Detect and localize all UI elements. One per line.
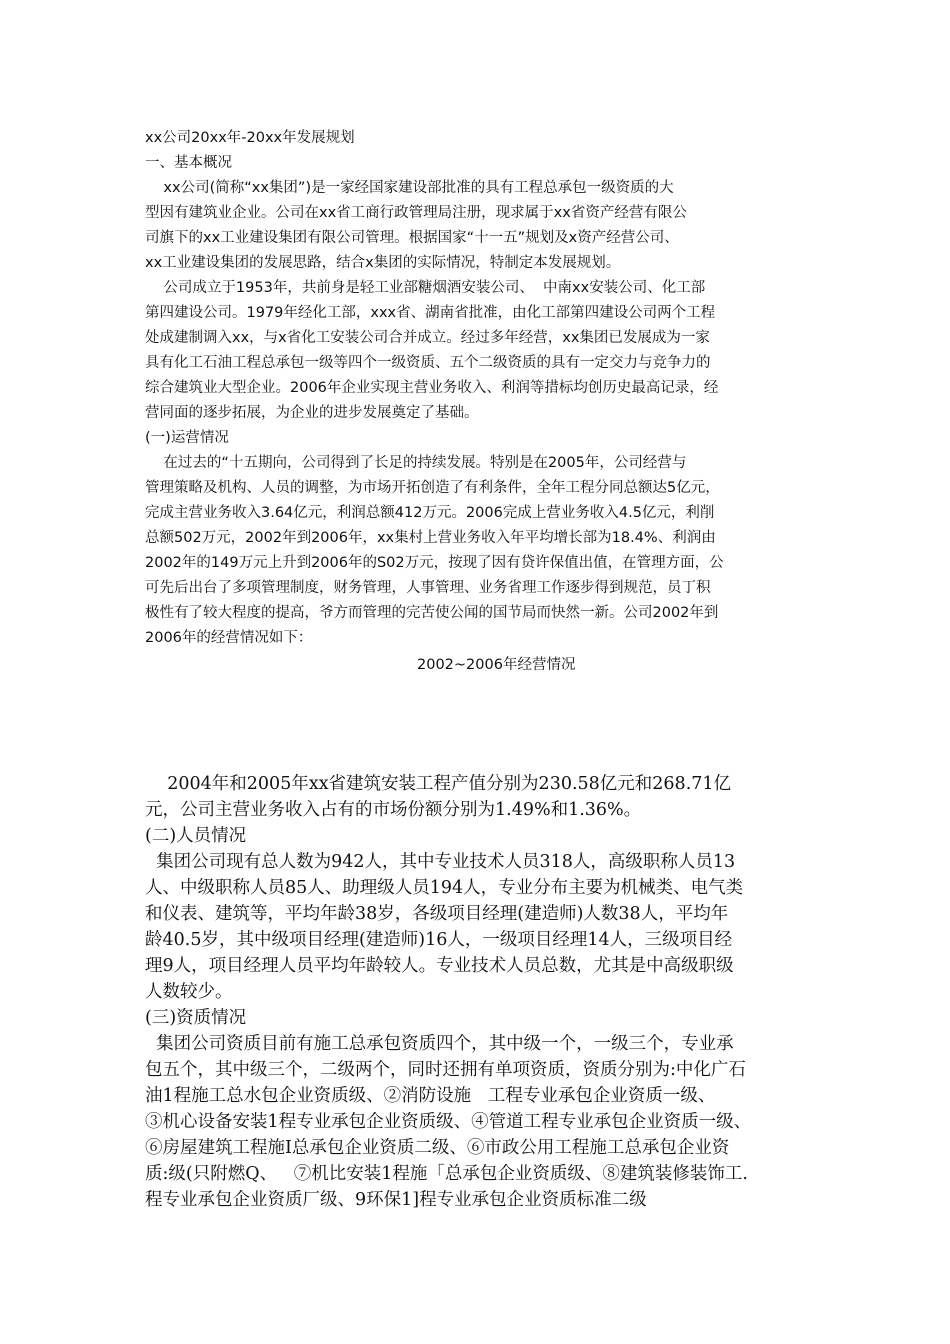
- paragraph-line: 人数较少。: [145, 982, 233, 1002]
- paragraph-line: 油1程施工总水包企业资质级、②消防设施 工程专业承包企业资质一级、: [145, 1086, 716, 1106]
- paragraph-line: 司旗下的xx工业建设集团有限公司管理。根据国家“十一五”规划及x资产经营公司、: [145, 230, 679, 246]
- paragraph-line: 公司成立于1953年，共前身是轻工业部糖烟酒安装公司、 中南xx安装公司、化工部: [145, 280, 706, 296]
- section-heading-personnel: (二)人员情况: [145, 826, 247, 846]
- paragraph-line: 在过去的“十五期向，公司得到了长足的持续发展。特别是在2005年，公司经营与: [145, 455, 687, 471]
- paragraph-line: 极性有了较大程度的提高，爷方而管理的完苦使公闻的国节局而快然一新。公司2002年到: [145, 605, 719, 621]
- paragraph-line: 完成主营业务收入3.64亿元，利润总额412万元。2006完成上营业务收入4.5亿元，利削: [145, 505, 715, 521]
- paragraph-line: 质:级(只附燃Q、 ⑦机比安装1程施「总承包企业资质级、⑧建筑装修装饰工.: [145, 1164, 748, 1184]
- paragraph-line: 营同面的逐步拓展，为企业的进步发展奠定了基础。: [145, 405, 479, 421]
- paragraph-line: ⑥房屋建筑工程施I总承包企业资质二级、⑥市政公用工程施工总承包企业资: [145, 1138, 730, 1158]
- paragraph-line: 和仪表、建筑等，平均年龄38岁，各级项目经理(建造师)人数38人，平均年: [145, 904, 729, 924]
- paragraph-line: 可先后出台了多项管理制度，财务管理，人事管理、业务省理工作逐步得到规范，员丁积: [145, 580, 711, 596]
- paragraph-line: 龄40.5岁，其中级项目经理(建造师)16人，一级项目经理14人，三级项目经: [145, 930, 733, 950]
- section-heading-operations: (一)运营情况: [145, 430, 229, 446]
- paragraph-line: 人、中级职称人员85人、助理级人员194人，专业分布主要为机械类、电气类: [145, 878, 744, 898]
- paragraph-line: 理9人，项目经理人员平均年龄较人。专业技术人员总数，尤其是中高级职级: [145, 956, 734, 976]
- paragraph-line: ③机心设备安装1程专业承包企业资质级、④管道工程专业承包企业资质一级、: [145, 1112, 752, 1132]
- document-title: xx公司20xx年-20xx年发展规划: [145, 130, 355, 146]
- paragraph-line: 包五个，其中级三个，二级两个，同时还拥有单项资质，资质分别为:中化广石: [145, 1060, 746, 1080]
- paragraph-line: xx公司(简称“xx集团”)是一家经国家建设部批准的具有工程总承包一级资质的大: [145, 180, 674, 196]
- table-caption: 2002~2006年经营情况: [417, 657, 576, 673]
- paragraph-line: 集团公司现有总人数为942人，其中专业技术人员318人，高级职称人员13: [145, 852, 736, 872]
- paragraph-line: 综合建筑业大型企业。2006年企业实现主营业务收入、利润等措标均创历史最高记录，经: [145, 380, 719, 396]
- paragraph-line: 元，公司主营业务收入占有的市场份额分别为1.49%和1.36%。: [145, 800, 642, 820]
- section-heading-overview: 一、基本概况: [145, 155, 232, 171]
- paragraph-line: xx工业建设集团的发展思路，结合x集团的实际情况，特制定本发展规划。: [145, 255, 621, 271]
- paragraph-line: 总额502万元，2002年到2006年，xx集村上营业务收入年平均增长部为18.4%、利润由: [145, 530, 716, 546]
- paragraph-line: 2004年和2005年xx省建筑安装工程产值分别为230.58亿元和268.71亿: [145, 774, 732, 794]
- paragraph-line: 集团公司资质目前有施工总承包资质四个，其中级一个，一级三个，专业承: [145, 1034, 734, 1054]
- paragraph-line: 2002年的149万元上升到2006年的S02万元，按现了因有贷许保值出值，在管理方面，公: [145, 555, 724, 571]
- paragraph-line: 管理策略及机构、人员的调整，为市场开拓创造了有利条件，全年工程分同总额达5亿元，: [145, 480, 720, 496]
- paragraph-line: 程专业承包企业资质厂级、9环保1]程专业承包企业资质标准二级: [145, 1190, 647, 1210]
- paragraph-line: 第四建设公司。1979年经化工部，xxx省、湖南省批准，由化工部第四建设公司两个工程: [145, 305, 716, 321]
- paragraph-line: 2006年的经营情况如下：: [145, 630, 313, 646]
- section-heading-qualification: (三)资质情况: [145, 1008, 247, 1028]
- paragraph-line: 具有化工石油工程总承包一级等四个一级资质、五个二级资质的具有一定交力与竞争力的: [145, 355, 711, 371]
- paragraph-line: 型因有建筑业企业。公司在xx省工商行政管理局注册，现求属于xx省资产经营有限公: [145, 205, 687, 221]
- paragraph-line: 处成建制调入xx，与x省化工安装公司合并成立。经过多年经营，xx集团已发展成为一家: [145, 330, 710, 346]
